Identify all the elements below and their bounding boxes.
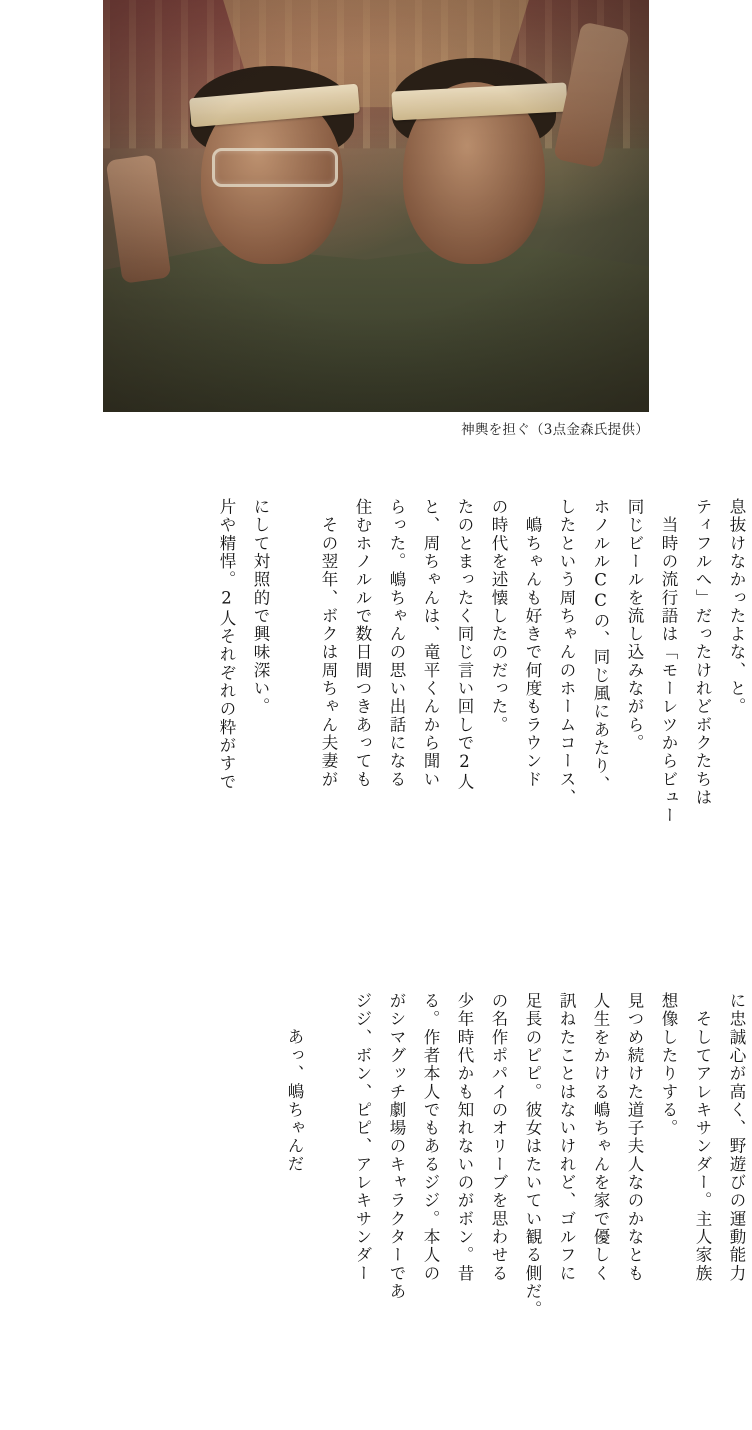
- text-column: 見つめ続けた道子夫人なのかなとも: [625, 992, 644, 1283]
- text-column: 同じビールを流し込みながら。: [625, 498, 644, 753]
- text-column: 足長のピピ。彼女はたいてい観る側だ。: [523, 992, 542, 1319]
- text-column: 訊ねたことはないけれど、ゴルフに: [557, 992, 576, 1283]
- text-column: 息抜けなかったよな、と。: [727, 498, 746, 716]
- text-column: る。作者本人でもあるジジ。本人の: [421, 992, 440, 1283]
- text-column: あっ、嶋ちゃんだ: [285, 1010, 304, 1174]
- text-column: 嶋ちゃんも好きで何度もラウンド: [523, 498, 542, 789]
- mikoshi-photo: [103, 0, 649, 412]
- text-column: に忠誠心が高く、野遊びの運動能力: [727, 992, 746, 1283]
- text-column: がシマグッチ劇場のキャラクターであ: [387, 992, 406, 1301]
- text-column: ティフルへ」だったけれどボクたちは: [693, 498, 712, 807]
- text-column-blank: [302, 992, 336, 1412]
- text-column: にして対照的で興味深い。: [251, 498, 270, 716]
- body-text-block-upper: [200, 498, 744, 918]
- body-text-block-lower: [268, 992, 744, 1412]
- text-column: 住むホノルルで数日間つきあっても: [353, 498, 372, 789]
- text-column: 少年時代かも知れないのがボン。昔: [455, 992, 474, 1283]
- text-column: その翌年、ボクは周ちゃん夫妻が: [319, 498, 338, 789]
- text-column: したという周ちゃんのホームコース、: [557, 498, 576, 807]
- text-column: 想像したりする。: [659, 992, 678, 1138]
- text-column: らった。嶋ちゃんの思い出話になる: [387, 498, 406, 789]
- text-column: そしてアレキサンダー。主人家族: [693, 992, 712, 1283]
- text-column-blank: [268, 498, 302, 918]
- text-column: たのとまったく同じ言い回しで2人: [455, 498, 474, 791]
- photo-caption: 神輿を担ぐ（3点金森氏提供）: [461, 422, 649, 438]
- text-column: 片や精悍。2人それぞれの粋がすで: [217, 498, 236, 791]
- text-column: の名作ポパイのオリーブを思わせる: [489, 992, 508, 1283]
- photo-figure: [103, 0, 649, 412]
- text-column: と、周ちゃんは、竜平くんから聞い: [421, 498, 440, 789]
- text-column: ジジ、ボン、ピピ、アレキサンダー: [353, 992, 372, 1283]
- text-column: ホノルルCCの、同じ風にあたり、: [591, 498, 610, 794]
- photo-vignette-overlay: [103, 0, 649, 412]
- text-column: 当時の流行語は「モーレツからビュー: [659, 498, 678, 825]
- text-column: の時代を述懐したのだった。: [489, 498, 508, 734]
- text-column: 人生をかける嶋ちゃんを家で優しく: [591, 992, 610, 1283]
